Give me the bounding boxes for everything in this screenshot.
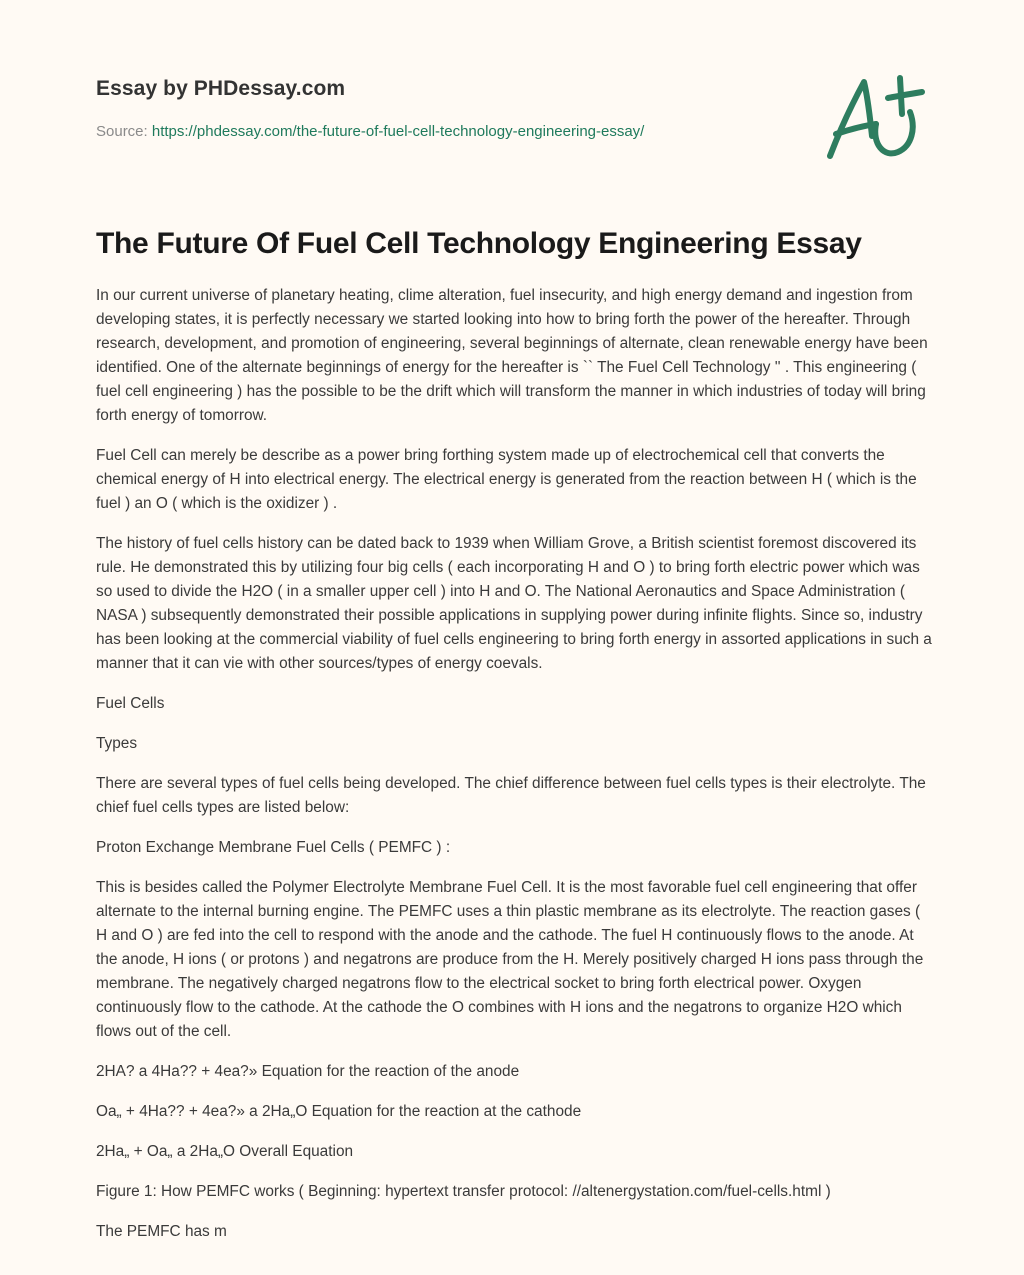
paragraph-intro: In our current universe of planetary heating, clime alteration, fuel insecurity, and high energy demand and ingestion from developing states, it is perfectly necessary we started looking into how to bring forth the power of the hereafter. Through research, development, and promotion of engineering, several beginnings of alternate, clean renewable energy have been identified. One of the alternate beginnings of energy for the hereafter is `` The Fuel Cell Technology '' . This engineering ( fuel cell engineering ) has the possible to be the drift which will transform the manner in which industries of today will bring forth energy of tomorrow. (96, 287, 928, 424)
figure-caption: Figure 1: How PEMFC works ( Beginning: hypertext transfer protocol: //altenergystation.com/fuel-cells.html ) (96, 1183, 831, 1200)
equation-overall: 2Ha„ + Oa„ a 2Ha„O Overall Equation (96, 1143, 354, 1160)
paragraph-history: The history of fuel cells history can be dated back to 1939 when William Grove, a British scientist foremost discovered its rule. He demonstrated this by utilizing four big cells ( each incorporating H and O ) to bring forth electric power which was so used to divide the H2O ( in a smaller upper cell ) into H and O. The National Aeronautics and Space Administration ( NASA ) subsequently demonstrated their possible applications in supplying power during infinite flights. Since so, industry has been looking at the commercial viability of fuel cells engineering to bring forth energy in assorted applications in such a manner that it can vie with other sources/types of energy coevals. (96, 535, 932, 672)
section-heading-fuel-cells: Fuel Cells (96, 695, 165, 712)
paragraph-definition: Fuel Cell can merely be describe as a power bring forthing system made up of electrochemical cell that converts the chemical energy of H into electrical energy. The electrical energy is generated from the reaction between H ( which is the fuel ) an O ( which is the oxidizer ) . (96, 447, 917, 512)
article-body (96, 284, 932, 1260)
site-header (96, 74, 796, 142)
paragraph-truncated: The PEMFC has m (96, 1223, 227, 1240)
page-title: The Future Of Fuel Cell Technology Engineering Essay (96, 227, 862, 260)
section-heading-pemfc: Proton Exchange Membrane Fuel Cells ( PEMFC ) : (96, 839, 451, 856)
source-link[interactable]: https://phdessay.com/the-future-of-fuel-cell-technology-engineering-essay/ (151, 123, 645, 140)
paragraph-types: There are several types of fuel cells being developed. The chief difference between fuel cells types is their electrolyte. The chief fuel cells types are listed below: (96, 775, 926, 816)
equation-anode: 2HA? a 4Ha?? + 4ea?» Equation for the reaction of the anode (96, 1063, 520, 1080)
brand-title: Essay by PHDessay.com (96, 77, 346, 100)
a-plus-grade-icon (818, 64, 938, 168)
source-line (96, 122, 796, 142)
equation-cathode: Oa„ + 4Ha?? + 4ea?» a 2Ha„O Equation for the reaction at the cathode (96, 1103, 582, 1120)
paragraph-pemfc: This is besides called the Polymer Electrolyte Membrane Fuel Cell. It is the most favorable fuel cell engineering that offer alternate to the internal burning engine. The PEMFC uses a thin plastic membrane as its electrolyte. The reaction gases ( H and O ) are fed into the cell to respond with the anode and the cathode. The fuel H continuously flows to the anode. At the anode, H ions ( or protons ) and negatrons are produce from the H. Merely positively charged H ions pass through the membrane. The negatively charged negatrons flow to the electrical socket to bring forth electrical power. Oxygen continuously flow to the cathode. At the cathode the O combines with H ions and the negatrons to organize H2O which flows out of the cell. (96, 879, 924, 1040)
section-heading-types: Types (96, 735, 138, 752)
source-label: Source: (96, 123, 152, 140)
